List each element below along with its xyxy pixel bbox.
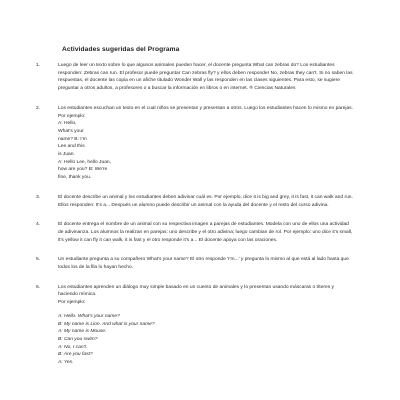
item-number: 1. (36, 63, 41, 68)
item-number: 2. (36, 105, 41, 111)
page-title: Actividades sugeridas del Programa (62, 46, 180, 53)
item-number: 4. (36, 222, 41, 228)
list-item (36, 62, 354, 93)
item-number: 5. (36, 257, 41, 263)
dialogue-line: What's your (58, 128, 84, 134)
dialogue-line: A: No, I can't. (58, 344, 88, 350)
item-number: 3. (36, 194, 41, 200)
example-label: Por ejemplo: (58, 300, 86, 306)
example-label: Por ejemplo: (58, 113, 86, 119)
list-item (36, 221, 354, 244)
dialogue-line: name? B: I'm (58, 136, 87, 142)
item-text: El docente entrega el nombre de un animal con su respectiva imagen a parejas de estudiantes. Modela con uno de ellos una actividad de adivinanza. Los alumnos la realizan en parejas: uno describe y el otro adivina; luego cambian de rol. Por ejemplo: uno dice it's small, it's yellow it can fly it can walk, it is fast y el otro responde it's a... El docente apoya con las oraciones. (58, 222, 353, 243)
dialogue-line: B: Can you swim? (58, 336, 98, 342)
dialogue-line: A: Hello Lee, hello Juan, (58, 159, 112, 165)
dialogue-line: B: My name is Lion. And what is your name? (58, 321, 155, 327)
dialogue-block (58, 313, 354, 367)
item-text: Luego de leer un texto sobre lo que algunos animales pueden hacer, el docente pregunta What can zebras do? Los estudiantes responden: Zebras can run. El profesor puede preguntar Can zebras fly? y ellos deben responder No, zebras they can't. Si no saben las respuestas, el docente las copia en un afiche titulado Wonder Wall y las responden en las clases siguientes. Para esto, se sugiere preguntar a otros adultos, a profesores o a buscar la información en libros o en internet. ® Ciencias Naturales (58, 63, 353, 92)
dialogue-line: fine, thank you. (58, 175, 92, 181)
list-item (36, 194, 354, 209)
dialogue-line: B: Are you fast? (58, 352, 93, 358)
item-number: 6. (36, 284, 41, 290)
dialogue-line: A: Hello, (58, 121, 77, 127)
list-item (36, 284, 354, 367)
item-text: El docente describe un animal y los estudiantes deben adivinar cuál es. Por ejemplo, dice it is big and grey, it is fast, it can walk and run. Ellos responden: It's a... Después un alumno puede describir un animal con la ayuda del docente y el resto del curso adivina. (58, 194, 353, 208)
dialogue-line: is Juan. (58, 152, 75, 158)
dialogue-line: A: Yes. (58, 360, 74, 366)
dialogue-line: how are you? B: We're (58, 167, 108, 173)
item-text: Los estudiantes escuchan un texto en el cual niños se presentan y presentan a otros. Luego los estudiantes hacen lo mismo en parejas. (58, 105, 353, 111)
dialogue-line: A: Hello. What's your name? (58, 313, 120, 319)
list-item (36, 256, 354, 271)
dialogue-line: Lee and this (58, 144, 85, 150)
activity-list (36, 62, 354, 379)
list-item (36, 105, 354, 182)
item-text: Un estudiante pregunta a su compañero What's your name? El otro responde 'I'm...' y pregunta lo mismo al que está al lado hasta que todos los de la fila lo hayan hecho. (58, 257, 349, 271)
dialogue-line: A: My name is Mouse. (58, 329, 107, 335)
item-text: Los estudiantes aprenden un diálogo muy simple basado en un cuento de animales y lo presentan usando máscaras o títeres y haciendo mímica. (58, 284, 334, 298)
